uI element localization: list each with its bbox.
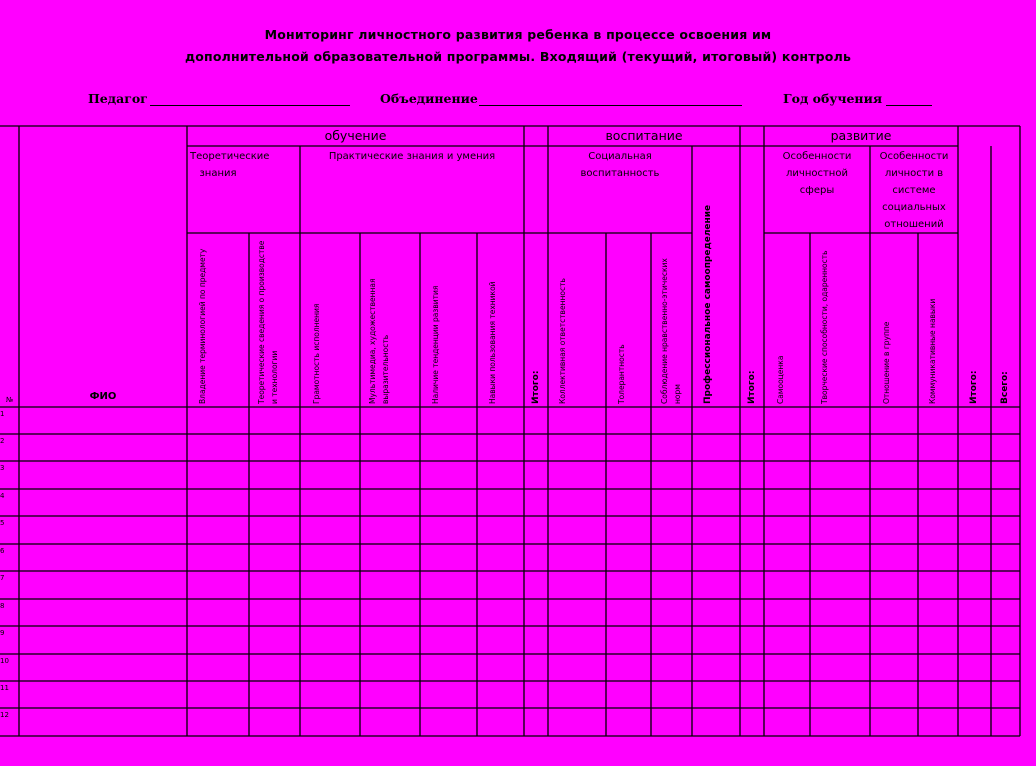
col-navyki-tehnika: Навыки пользования техникой — [488, 281, 497, 404]
col-samoocenka: Самооценка — [776, 355, 785, 404]
col-tendencii: Наличие тенденции развития — [431, 285, 440, 404]
col-teor-svedeniya: Теоретические сведения о производстве и технологии — [257, 240, 279, 404]
document-title-line1: Мониторинг личностного развития ребенка в процессе освоения им — [264, 27, 772, 42]
header-fio: ФИО — [89, 391, 117, 402]
header-soc-vospitannost: Социальная воспитанность — [580, 151, 660, 179]
col-itogo-1: Итого: — [531, 370, 541, 404]
row-number: 4 — [0, 492, 5, 500]
row-number: 7 — [0, 574, 5, 582]
col-multimedia: Мультимедиа, художественная выразительность — [368, 278, 390, 404]
col-otnoshenie-v-gruppe: Отношение в группе — [882, 321, 891, 404]
header-prakt-znaniya: Практические знания и умения — [328, 151, 496, 162]
row-number: 12 — [0, 711, 9, 719]
header-teor-znaniya: Теоретические знания — [190, 151, 270, 179]
row-number: 1 — [0, 410, 5, 418]
col-tvorcheskie-sposobnosti: Творческие способности, одаренность — [820, 250, 829, 404]
row-number: 5 — [0, 519, 5, 527]
col-itogo-2: Итого: — [747, 370, 757, 404]
document-title-line2: дополнительной образовательной программы. Входящий (текущий, итоговый) контроль — [184, 49, 852, 64]
header-lichn-sfera: Особенности личностной сферы — [782, 151, 852, 196]
row-number: 8 — [0, 602, 5, 610]
row-number: 3 — [0, 464, 5, 472]
col-nravstvennye-normy: Соблюдение нравственно-этических норм — [660, 258, 682, 404]
col-vsego: Всего: — [1000, 371, 1010, 404]
col-tolerantnost: Толерантность — [617, 344, 626, 404]
god-obucheniya-label: Год обучения — [783, 91, 883, 106]
header-lichn-soc: Особенности личности в системе социальных отношений — [879, 151, 949, 230]
col-terminologiya: Владение терминологией по предмету — [198, 248, 207, 404]
col-gramotnost: Грамотность исполнения — [312, 303, 321, 404]
header-vospitanie: воспитание — [605, 128, 683, 143]
header-number: № — [5, 396, 14, 404]
row-number: 6 — [0, 547, 5, 555]
col-prof-samoopredelenie: Профессиональное самоопределение — [703, 204, 713, 404]
row-number: 2 — [0, 437, 5, 445]
col-kommunikativnye-navyki: Коммуникативные навыки — [928, 298, 937, 404]
row-number: 9 — [0, 629, 5, 637]
header-obuchenie: обучение — [324, 128, 387, 143]
pedagog-label: Педагог — [88, 91, 148, 106]
obedinenie-label: Объединение — [380, 91, 478, 106]
row-number: 10 — [0, 657, 9, 665]
row-number: 11 — [0, 684, 9, 692]
col-itogo-3: Итого: — [969, 370, 979, 404]
col-kollektivnaya-otvetstvennost: Коллективная ответственность — [558, 278, 567, 404]
header-razvitie: развитие — [830, 128, 892, 143]
